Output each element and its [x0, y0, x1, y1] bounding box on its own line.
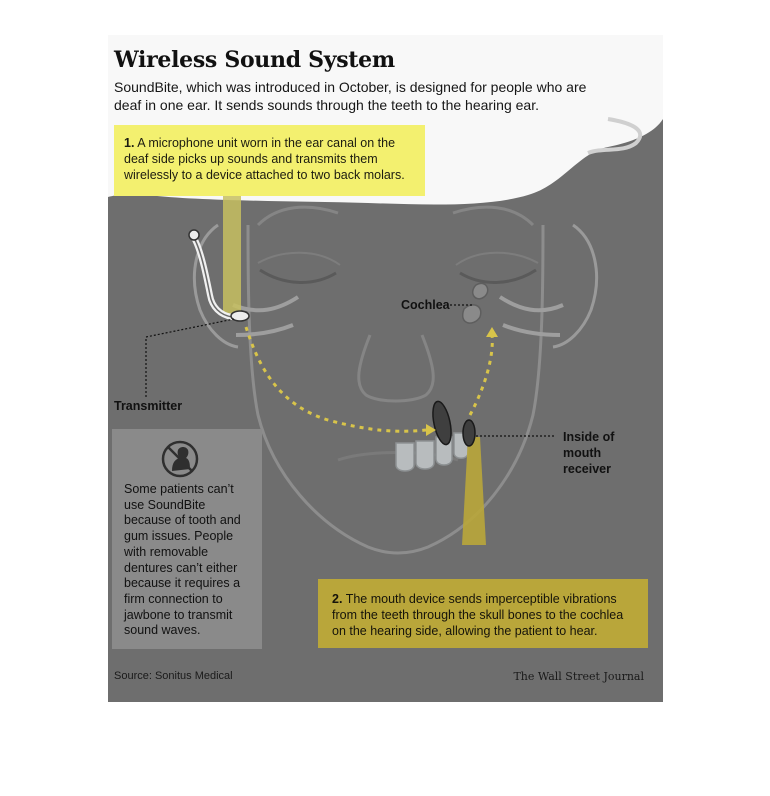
cochlea-shape	[463, 283, 488, 323]
graphic-subtitle: SoundBite, which was introduced in October, is designed for people who are deaf in one ear. It sends sounds through the teeth to the hearing ear.	[114, 79, 587, 113]
callout-text: A microphone unit worn in the ear canal on the deaf side picks up sounds and transmits them wirelessly to a device attached to two back molars.	[124, 136, 405, 182]
right-eye	[460, 270, 536, 282]
callout-step-2	[318, 579, 648, 648]
sound-path-to-cochlea	[470, 335, 492, 415]
callout-step-1	[114, 125, 425, 196]
notice-box	[112, 429, 262, 649]
publisher-credit: The Wall Street Journal	[513, 670, 644, 683]
transmitter-leader	[146, 319, 234, 397]
infographic-card	[108, 35, 663, 702]
callout-number: 2.	[332, 592, 343, 606]
cochlea-label: Cochlea	[401, 298, 450, 312]
sound-path-to-mouth	[246, 327, 426, 431]
head-outline	[248, 225, 543, 553]
left-eye	[260, 270, 336, 282]
callout1-pointer	[223, 196, 241, 316]
no-patient-icon	[158, 439, 202, 484]
teeth	[396, 433, 468, 471]
receiver-label: Inside of mouth receiver	[563, 430, 615, 476]
transmitter-label: Transmitter	[114, 399, 183, 413]
callout-text: The mouth device sends imperceptible vibrations from the teeth through the skull bones to the cochlea on the hearing side, allowing the patient to hear.	[332, 592, 624, 638]
nose	[359, 335, 433, 401]
notice-text: Some patients can’t use SoundBite because of tooth and gum issues. People with removable dentures can’t either because it requires a firm connection to jawbone to transmit sound waves.	[124, 482, 241, 638]
source-note: Source: Sonitus Medical	[114, 670, 233, 682]
graphic-title: Wireless Sound System	[114, 47, 395, 73]
callout-number: 1.	[124, 136, 135, 150]
